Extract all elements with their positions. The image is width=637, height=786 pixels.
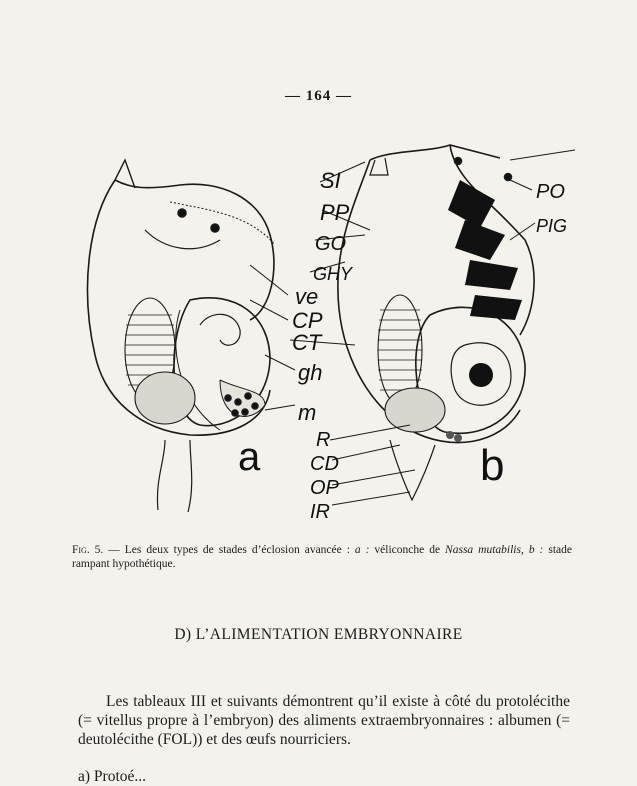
label-r: R: [316, 429, 331, 451]
caption-species: Nassa mutabilis,: [445, 544, 524, 556]
label-ir: IR: [310, 501, 330, 523]
figure-caption: [72, 543, 572, 571]
section-heading: D) L’ALIMENTATION EMBRYONNAIRE: [174, 626, 463, 643]
figure-drawing: [70, 140, 580, 530]
label-ve: ve: [295, 284, 319, 309]
label-pp: PP: [320, 200, 350, 225]
body-paragraph: Les tableaux III et suivants démontrent qu’il existe à côté du protolécithe (= vitellus propre à l’embryon) des aliments extraembryonnaires : albumen (= deutolécithe (FOL)) et des œufs nourriciers.: [78, 692, 570, 748]
label-ct: CT: [292, 330, 322, 355]
caption-marker-a: a :: [354, 544, 370, 556]
label-cd: CD: [310, 453, 339, 475]
caption-marker-b: b :: [523, 544, 544, 556]
caption-figure-number: Fig. 5.: [72, 544, 104, 556]
label-gh: gh: [298, 360, 323, 385]
caption-text-3: stade rampant hypothétique.: [72, 544, 572, 570]
label-m: m: [298, 400, 317, 425]
page-number: — 164 —: [285, 88, 352, 104]
label-cp: CP: [292, 308, 323, 333]
label-go: GO: [315, 233, 347, 255]
figure-5-illustration: [70, 140, 580, 530]
label-si: SI: [320, 168, 341, 193]
label-op: OP: [310, 477, 339, 499]
next-section-heading-partial: a) Protoé...: [78, 768, 147, 785]
label-po: PO: [536, 181, 565, 203]
panel-label-b: b: [480, 441, 505, 490]
caption-text-2: véliconche de: [369, 544, 446, 556]
panel-label-a: a: [238, 435, 261, 479]
label-pig: PIG: [536, 216, 568, 236]
label-ghy: GHY: [313, 264, 353, 284]
caption-text-1: — Les deux types de stades d’éclosion avancée :: [103, 544, 355, 556]
